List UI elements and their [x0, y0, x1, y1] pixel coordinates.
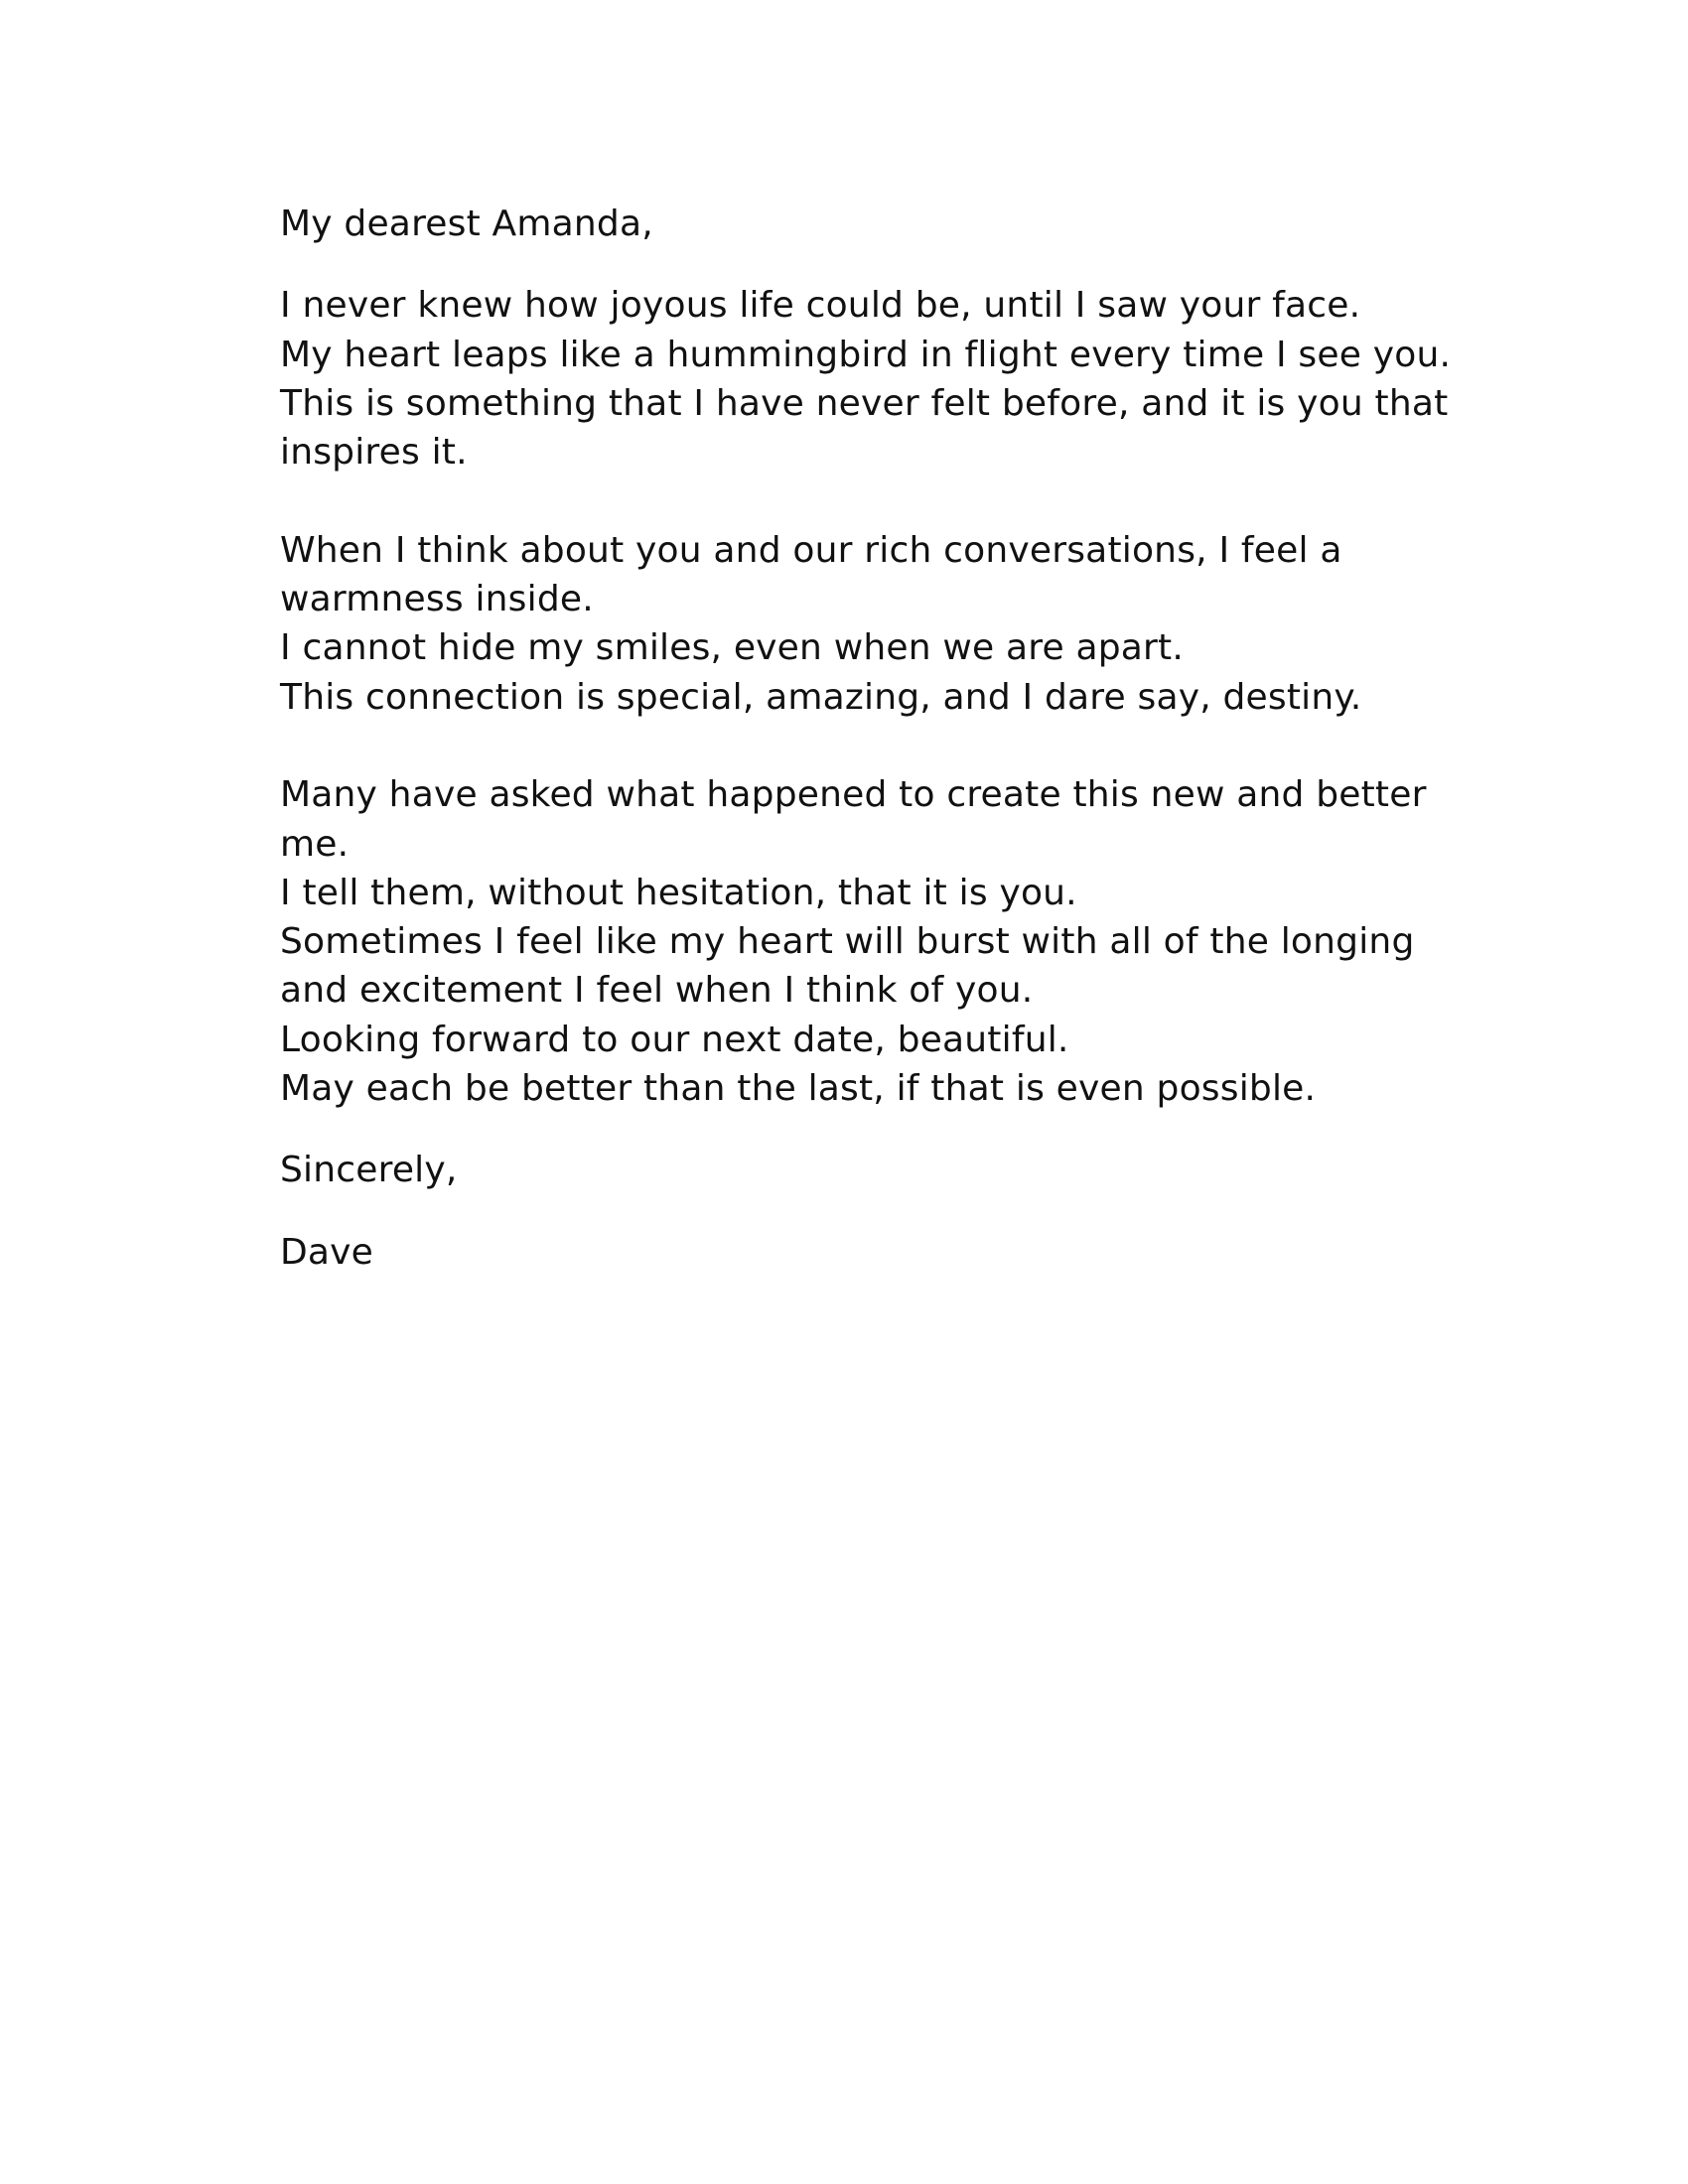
text-line: My heart leaps like a hummingbird in flight every time I see you.	[280, 334, 1452, 375]
text-line: This connection is special, amazing, and I dare say, destiny.	[280, 676, 1362, 718]
text-line: I cannot hide my smiles, even when we are apart.	[280, 627, 1184, 669]
letter-body	[280, 200, 1472, 1277]
spacer	[280, 477, 1472, 525]
paragraph-1	[280, 281, 1472, 477]
text-line: Sometimes I feel like my heart will burst with all of the longing	[280, 921, 1415, 963]
text-line: May each be better than the last, if that is even possible.	[280, 1068, 1317, 1110]
spacer	[280, 722, 1472, 770]
text-line: I never knew how joyous life could be, until I saw your face.	[280, 285, 1361, 327]
text-line: warmness inside.	[280, 579, 594, 620]
text-line: inspires it.	[280, 432, 468, 474]
closing: Sincerely,	[280, 1150, 458, 1191]
text-line: and excitement I feel when I think of you.	[280, 970, 1034, 1012]
text-line: This is something that I have never felt before, and it is you that	[280, 382, 1449, 424]
text-line: When I think about you and our rich conversations, I feel a	[280, 529, 1342, 571]
spacer	[280, 1195, 1472, 1228]
paragraph-3	[280, 770, 1472, 1113]
text-line: Many have asked what happened to create this new and better	[280, 774, 1427, 816]
text-line: I tell them, without hesitation, that it is you.	[280, 872, 1077, 913]
signature: Dave	[280, 1231, 374, 1273]
spacer	[280, 1113, 1472, 1146]
paragraph-2	[280, 526, 1472, 722]
salutation: My dearest Amanda,	[280, 204, 653, 244]
text-line: me.	[280, 823, 350, 865]
text-line: Looking forward to our next date, beautiful.	[280, 1019, 1069, 1060]
spacer	[280, 248, 1472, 281]
